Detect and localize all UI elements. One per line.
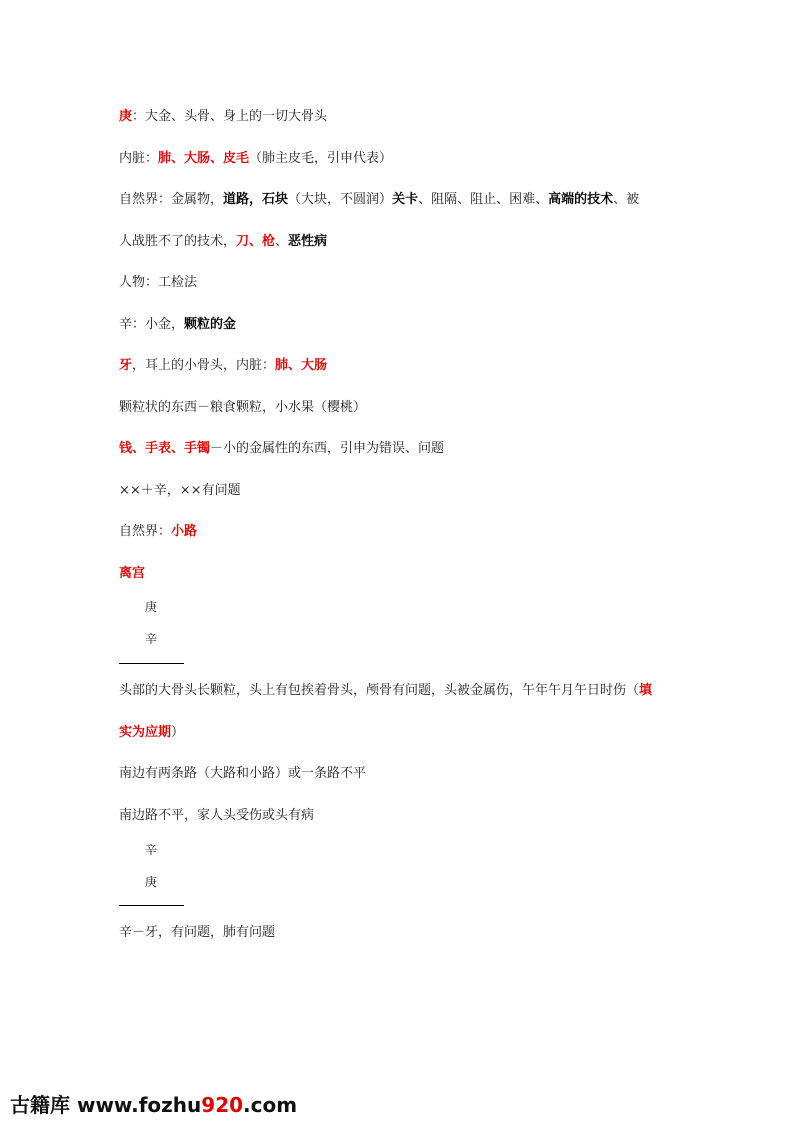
indent-line-1 [145,598,157,616]
divider [119,663,184,664]
text-line-10 [119,482,241,500]
text-line-9 [119,440,444,458]
text-line-8 [119,399,366,417]
text-line-3 [119,191,639,209]
text-line-15 [119,682,652,700]
text-line-5 [119,274,197,292]
footer-number: 920 [201,1093,244,1117]
text: 辛 [145,632,158,646]
highlight: 肺、大肠、皮毛 [158,151,250,166]
indent-line-2 [145,630,157,648]
footer-watermark [10,1089,297,1118]
indent-line-3 [145,841,157,859]
highlight: 小路 [171,524,198,539]
highlight: 离宫 [119,566,146,581]
text: （肺主皮毛，引申代表） [249,151,393,166]
highlight: 庚 [119,109,133,124]
text: 辛－牙，有问题，肺有问题 [119,925,276,940]
text: （大块，不圆润） [288,192,393,207]
highlight: 牙 [119,358,133,373]
text: ） [171,725,185,740]
bold-text: 颗粒的金 [184,317,237,332]
highlight: 刀、枪 [236,234,276,249]
text-line-1 [119,108,327,126]
text-line-17 [119,765,366,783]
text: 自然界： [119,524,172,539]
text: 、被 [613,192,640,207]
text: 内脏： [119,151,159,166]
text-line-18 [119,807,314,825]
text-line-6 [119,316,236,334]
indent-line-4 [145,873,157,891]
text: 、 [275,234,289,249]
highlight: 肺、大肠 [275,358,328,373]
text: 人战胜不了的技术， [119,234,237,249]
text-line-21 [119,924,275,942]
text: －小的金属性的东西，引申为错误、问题 [210,441,445,456]
text-line-16 [119,724,184,742]
text: 南边有两条路（大路和小路）或一条路不平 [119,766,367,781]
highlight: 钱、手表、手镯 [119,441,211,456]
text: ：大金、头骨、身上的一切大骨头 [132,109,328,124]
text-line-7 [119,357,327,375]
text: 、阻隔、阻止、困难、 [418,192,549,207]
footer-domain: .com [243,1093,298,1117]
text: 辛 [145,843,158,857]
text: 辛：小金， [119,317,185,332]
text: 自然界：金属物， [119,192,224,207]
text-line-11 [119,523,197,541]
text: 头部的大骨头长颗粒，头上有包挨着骨头，颅骨有问题，头被金属伤，午年午月午日时伤（ [119,683,640,698]
text: 人物：工检法 [119,275,198,290]
text: ，耳上的小骨头，内脏： [132,358,276,373]
bold-text: 恶性病 [288,234,328,249]
text: 庚 [145,875,158,889]
highlight: 填 [639,683,653,698]
text: ××＋辛，××有问题 [119,483,241,498]
bold-text: 道路，石块 [223,192,289,207]
bold-text: 高端的技术 [548,192,614,207]
text: 南边路不平，家人头受伤或头有病 [119,808,315,823]
footer-text: 古籍库 www.fozhu [10,1093,202,1117]
text-line-4 [119,233,327,251]
text-line-2 [119,150,392,168]
section-heading [119,565,145,583]
divider [119,905,184,906]
bold-text: 关卡 [392,192,419,207]
highlight: 实为应期 [119,725,172,740]
text: 庚 [145,600,158,614]
text: 颗粒状的东西－粮食颗粒，小水果（樱桃） [119,400,367,415]
